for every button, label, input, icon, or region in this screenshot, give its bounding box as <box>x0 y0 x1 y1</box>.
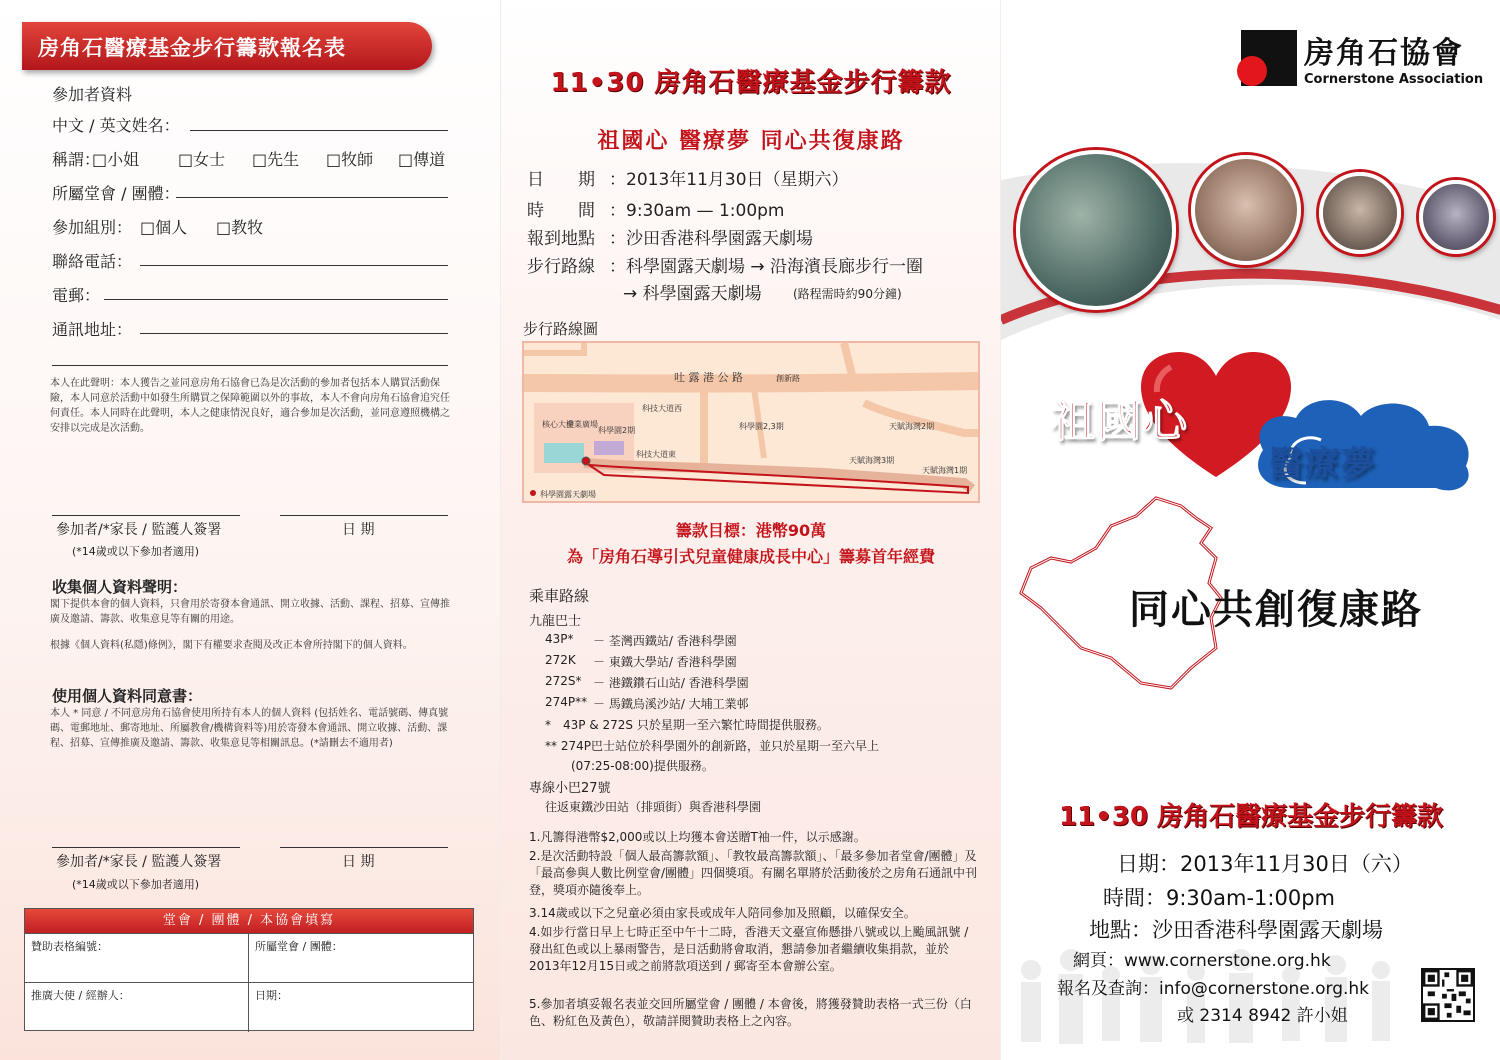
cover-date: 日期：2013年11月30日（六） <box>1117 852 1413 876</box>
date-label-2: 日 期 <box>342 854 375 870</box>
group-label: 參加組別： <box>52 218 133 237</box>
address-field-line2[interactable] <box>52 365 448 366</box>
bus-route-no: 272S* <box>545 674 582 688</box>
bus-route-no: 274P** <box>545 695 588 709</box>
bus-heading: 九龍巴士 <box>529 614 582 629</box>
venue-label: 報到地點 <box>527 229 595 249</box>
signature-note-2: (*14歲或以下參加者適用) <box>72 878 200 891</box>
map-label-l4: 核心大樓 <box>542 420 574 429</box>
signature-line-2[interactable] <box>52 847 240 848</box>
route-value-2: → 科學園露天劇場 <box>623 284 762 304</box>
office-table-row <box>25 982 473 1031</box>
title-option-mr[interactable]: □先生 <box>252 150 300 169</box>
minibus-heading: 專線小巴27號 <box>529 781 611 796</box>
date-line[interactable] <box>280 515 448 516</box>
bus-note-2: ** 274P巴士站位於科學園外的創新路，並只於星期一至六早上 <box>545 739 879 753</box>
note-item: 2.是次活動特設「個人最高籌款額」、「教牧最高籌款額」、「最多參加者堂會/團體」及「最高參與人數比例堂會/團體」四個獎項。有關名單將於活動後於之房角石通訊中刊登，獎項亦隨後奉上。 <box>529 849 978 897</box>
title-label: 稱謂： <box>52 150 101 169</box>
dream-slogan: 醫療夢 <box>1269 444 1377 484</box>
group-option-individual[interactable]: □個人 <box>140 218 188 237</box>
photo-care <box>1419 180 1493 254</box>
enquiry-email-link[interactable]: 報名及查詢：info@cornerstone.org.hk <box>1057 979 1370 999</box>
title-option-pastor[interactable]: □牧師 <box>326 150 374 169</box>
church-cell[interactable]: 所屬堂會 / 團體： <box>255 940 343 953</box>
bus-route-desc: － 馬鐵烏溪沙站/ 大埔工業邨 <box>593 697 749 711</box>
name-label: 中文 / 英文姓名： <box>52 116 180 135</box>
map-label-road1: 吐 露 港 公 路 <box>674 371 743 384</box>
time-value: ：9:30am — 1:00pm <box>609 201 785 221</box>
time-label: 時 間 <box>527 201 595 221</box>
map-label-l3: 天賦海灣2期 <box>889 422 935 431</box>
church-field[interactable] <box>176 197 448 198</box>
bus-route-desc: － 東鐵大學站/ 香港科學園 <box>593 655 737 669</box>
enquiry-phone: 或 2314 8942 許小姐 <box>1177 1006 1348 1026</box>
logo-chinese: 房角石協會 <box>1304 36 1464 71</box>
qr-code-icon[interactable] <box>1421 968 1475 1022</box>
phone-field[interactable] <box>140 265 448 266</box>
cover-event-title: 11•30 房角石醫療基金步行籌款 <box>1058 802 1444 832</box>
title-option-preacher[interactable]: □傳道 <box>398 150 446 169</box>
consent-heading: 使用個人資料同意書： <box>52 687 203 705</box>
note-item: 3.14歲或以下之兒童必須由家長或成年人陪同參加及照顧，以確保安全。 <box>529 906 916 920</box>
route-label: 步行路線 <box>527 257 595 277</box>
email-field[interactable] <box>104 299 448 300</box>
phone-label: 聯絡電話： <box>52 252 133 271</box>
map-label-l5: 企業廣場 <box>566 420 598 429</box>
event-subtitle: 祖國心 醫療夢 同心共復康路 <box>597 129 905 154</box>
date-label: 日 期 <box>342 522 375 538</box>
address-field[interactable] <box>140 333 448 334</box>
participant-heading: 參加者資料 <box>52 85 133 104</box>
map-label-l2: 科學園2,3期 <box>739 422 784 431</box>
logo-english: Cornerstone Association <box>1304 72 1484 87</box>
photo-surgery <box>1016 150 1176 310</box>
note-item: 4.如步行當日早上七時正至中午十二時，香港天文臺宣佈懸掛八號或以上颱風訊號 / 發出紅色或以上暴雨警告，是日活動將會取消，懇請參加者繼續收集捐款，並於2013年12月15日或之前將款項送到 / 郵寄至本會辦公室。 <box>529 925 969 973</box>
fundraising-goal: 籌款目標：港幣90萬 <box>675 521 827 540</box>
bus-note-1: * 43P & 272S 只於星期一至六繁忙時間提供服務。 <box>545 718 829 732</box>
church-label: 所屬堂會 / 團體： <box>52 184 180 203</box>
map-legend: 科學園露天劇場 <box>540 490 596 499</box>
map-label-l1: 科技大道西 <box>642 404 682 413</box>
signature-line[interactable] <box>52 515 240 516</box>
form-title: 房角石醫療基金步行籌款報名表 <box>38 36 346 60</box>
address-label: 通訊地址： <box>52 320 133 339</box>
transport-heading: 乘車路線 <box>529 587 590 605</box>
date-line-2[interactable] <box>280 847 448 848</box>
cover-panel <box>1000 0 1500 1060</box>
ambassador-cell[interactable]: 推廣大使 / 經辦人： <box>25 983 249 1032</box>
fundraising-purpose: 為「房角石導引式兒童健康成長中心」籌募首年經費 <box>566 547 935 566</box>
venue-value: ：沙田香港科學園露天劇場 <box>609 229 813 249</box>
note-item: 1.凡籌得港幣$2,000或以上均獲本會送贈T袖一件，以示感謝。 <box>529 830 866 844</box>
map-label-l6: 科學園2期 <box>598 426 636 435</box>
collect-text-1: 閣下提供本會的個人資料，只會用於寄發本會通訊、開立收據、活動、課程、招募、宣傳推廣及邀請、籌款、收集意見等有關的用途。 <box>50 599 450 625</box>
map-heading: 步行路線圖 <box>523 320 599 338</box>
map-label-l9: 天賦海灣1期 <box>922 466 968 475</box>
registration-form-panel <box>0 0 500 1060</box>
event-title: 11•30 房角石醫療基金步行籌款 <box>550 68 952 98</box>
bus-route-desc: － 荃灣西鐵站/ 香港科學園 <box>593 634 737 648</box>
cover-time: 時間：9:30am-1:00pm <box>1103 886 1336 910</box>
sponsor-form-no-cell[interactable]: 贊助表格編號： <box>25 934 249 983</box>
bus-note-3: (07:25-08:00)提供服務。 <box>571 759 714 773</box>
minibus-route: 往返東鐵沙田站（排頭街）與香港科學園 <box>545 800 762 814</box>
photo-elderly <box>1319 172 1401 254</box>
signature-note: (*14歲或以下參加者適用) <box>72 545 200 558</box>
map-label-road2: 創新路 <box>776 374 800 383</box>
route-map <box>522 341 980 503</box>
signature-label: 參加者/*家長 / 監護人簽署 <box>56 522 222 538</box>
signature-label-2: 參加者/*家長 / 監護人簽署 <box>56 854 222 870</box>
collect-text-2: 根據《個人資料(私隱)條例》，閣下有權要求查閱及改正本會所持閣下的個人資料。 <box>50 640 413 651</box>
route-duration-note: (路程需時約90分鐘) <box>793 287 902 301</box>
group-option-pastoral[interactable]: □教牧 <box>216 218 264 237</box>
bus-route-desc: － 港鐵鑽石山站/ 香港科學園 <box>593 676 749 690</box>
form-title-bar <box>22 22 432 70</box>
date-value: ：2013年11月30日（星期六） <box>609 170 849 190</box>
note-item: 5.參加者填妥報名表並交回所屬堂會 / 團體 / 本會後，將獲發贊助表格一式三份（白色、粉紅色及黃色），敬請詳閱贊助表格上之內容。 <box>529 997 972 1028</box>
title-option-miss[interactable]: □小姐 <box>92 150 140 169</box>
main-slogan: 同心共創復康路 <box>1129 587 1423 633</box>
date-label: 日 期 <box>527 170 595 190</box>
logo-dot <box>1237 56 1267 86</box>
collect-heading: 收集個人資料聲明： <box>52 578 188 596</box>
cover-venue: 地點：沙田香港科學園露天劇場 <box>1089 918 1383 942</box>
heart-slogan: 祖國心 <box>1051 396 1189 447</box>
consent-text: 本人 * 同意 / 不同意房角石協會使用所持有本人的個人資料 (包括姓名、電話號碼、傳真號碼、電郵地址、郵寄地址、所屬教會/機構資料等)用於寄發本會通訊、開立收據、活動、課程、招募、宣傳推廣及邀請、籌款、收集意見等相關訊息。(*請刪去不適用者) <box>50 708 449 749</box>
title-option-ms[interactable]: □女士 <box>178 150 226 169</box>
office-table-row <box>25 933 473 982</box>
email-label: 電郵： <box>52 286 101 305</box>
bus-route-no: 272K <box>545 653 576 667</box>
bus-route-no: 43P* <box>545 632 574 646</box>
map-label-l7: 科技大道東 <box>636 450 676 459</box>
office-use-table <box>24 908 474 1031</box>
office-table-header: 堂會 / 團體 / 本協會填寫 <box>25 909 473 933</box>
name-field[interactable] <box>190 130 448 131</box>
map-label-l8: 天賦海灣3期 <box>849 456 895 465</box>
route-value-1: ：科學園露天劇場 → 沿海濱長廊步行一圈 <box>609 257 924 277</box>
declaration-text: 本人在此聲明：本人獲告之並同意房角石協會已為是次活動的參加者包括本人購買活動保險，本人同意於活動中如發生所購買之保障範圍以外的事故，本人不會向房角石協會追究任何責任。本人同時在此聲明，本人之健康情況良好，適合參加是次活動，並同意遵照機構之安排以完成是次活動。 <box>50 378 450 434</box>
event-details-panel <box>500 0 1000 1060</box>
website-link[interactable]: 網頁：www.cornerstone.org.hk <box>1073 951 1331 971</box>
photo-dental <box>1191 155 1301 265</box>
office-date-cell[interactable]: 日期： <box>255 989 288 1002</box>
